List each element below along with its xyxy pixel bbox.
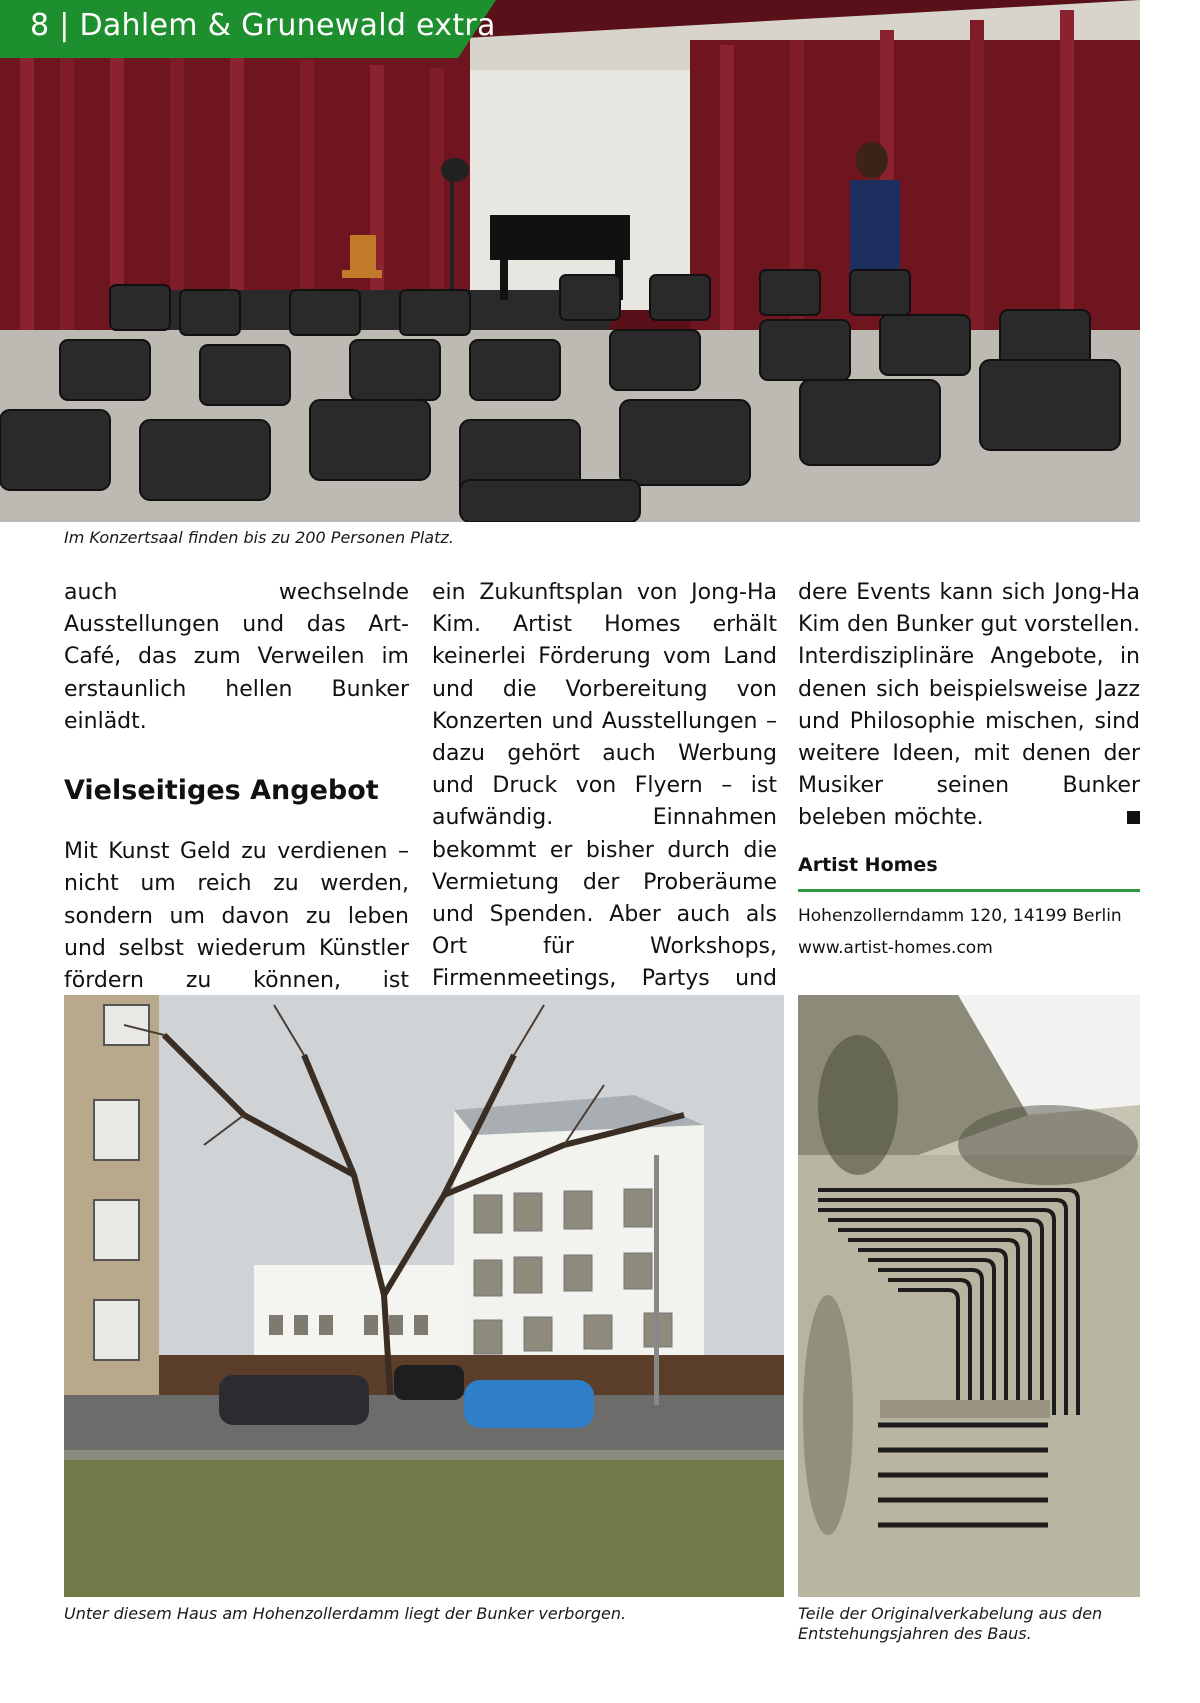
info-box-title: Artist Homes	[798, 849, 1140, 892]
body-paragraph	[798, 577, 1140, 835]
cables-photo	[798, 995, 1140, 1597]
article-end-mark-icon	[1127, 811, 1140, 824]
body-paragraph: Mit Kunst Geld zu verdienen – nicht um reich zu werden, sondern um davon zu leben und selbst wiederum Künstler fördern zu können, ist	[64, 839, 409, 994]
building-photo	[64, 995, 784, 1597]
closing-paragraph-text: dere Events kann sich Jong-Ha Kim den Bunker gut vorstellen. Interdisziplinäre Angebote, in denen sich beispielsweise Jazz und Philosophie mischen, sind weitere Ideen, mit denen der Musiker seinen Bunker beleben möchte.	[798, 580, 1140, 831]
cables-photo-caption: Teile der Originalverkabelung aus den Entstehungsjahren des Baus.	[798, 1604, 1103, 1643]
article-column-1	[64, 577, 409, 1029]
intro-paragraph: auch wechselnde Ausstellungen und das Art-Café, das zum Verweilen im erstaunlich hellen Bunker einlädt.	[64, 580, 409, 734]
info-box-website[interactable]: www.artist-homes.com	[798, 937, 993, 958]
page-title: 8 | Dahlem & Grunewald extra	[30, 8, 496, 43]
body-paragraph: ein Zukunftsplan von Jong-Ha Kim. Artist Homes erhält keinerlei Förderung vom Land und die Vorbereitung von Konzerten und Ausstellungen – dazu gehört auch Werbung und Druck von Flyern – ist aufwändig. Einnahmen bekommt er bisher durch die Vermietung der Proberäume und Spenden. Aber auch als Ort für Workshops, Firmenmeetings, Partys und	[432, 580, 777, 992]
building-photo-caption: Unter diesem Haus am Hohenzollerdamm liegt der Bunker verborgen.	[64, 1604, 627, 1623]
article-column-3	[798, 577, 1140, 964]
section-heading: Vielseitiges Angebot	[64, 775, 379, 807]
concert-photo-caption: Im Konzertsaal finden bis zu 200 Personen Platz.	[64, 528, 454, 547]
info-box-address: Hohenzollerndamm 120, 14199 Berlin	[798, 905, 1122, 926]
concert-hall-photo	[0, 0, 1140, 522]
article-column-2	[432, 577, 777, 1028]
page-header	[0, 0, 1200, 58]
